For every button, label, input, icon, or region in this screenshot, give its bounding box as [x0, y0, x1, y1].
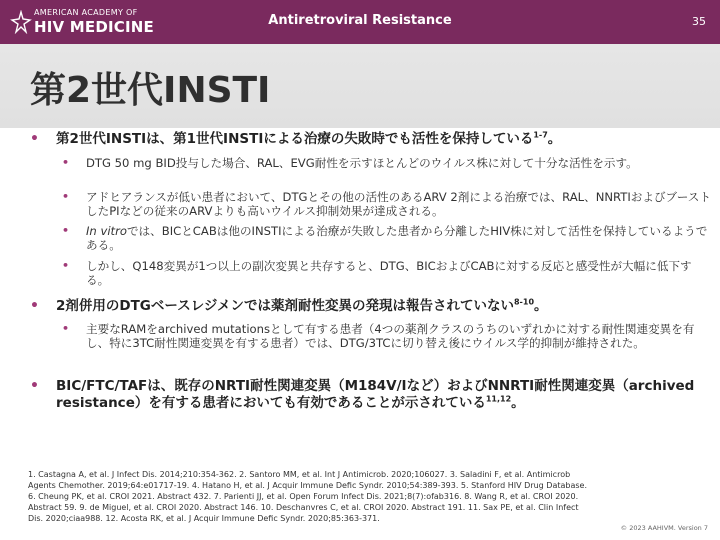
bullet-dot-icon: •	[62, 322, 70, 335]
sub-bullet	[62, 259, 712, 287]
bullet-dot-icon: •	[62, 156, 70, 169]
sub-bullet-text: アドヒアランスが低い患者において、DTGとその他の活性のあるARV 2剤による治療では、RAL、NNRTIおよびブーストしたPIなどの従来のARVよりも高いウイルス抑制効果が達成される。	[86, 190, 711, 218]
logo-org-name: HIV MEDICINE	[34, 18, 154, 36]
bullet-dot-icon: •	[30, 378, 39, 394]
citation-sup: 8-10	[513, 297, 535, 307]
citation-sup: 11,12	[485, 394, 512, 404]
bullet-dot-icon: •	[30, 131, 39, 147]
bullet-text: BIC/FTC/TAFは、既存のNRTI耐性関連変異（M184V/Iなど）およびNNRTI耐性関連変異（archived resistance）を有する患者においても有効であることが示されている	[56, 378, 695, 411]
sub-bullet	[62, 190, 712, 218]
citation-sup: 1-7	[533, 130, 548, 140]
bullet-main	[30, 130, 716, 148]
sub-bullet-text: 主要なRAMをarchived mutationsとして有する患者（4つの薬剤クラスのうちのいずれかに対する耐性関連変異を有し、特に3TC耐性関連変異を有する患者）では、DTG/3TCに切り替え後にウイルス学的抑制が維持された。	[86, 322, 695, 350]
logo-org-line: AMERICAN ACADEMY OF	[34, 8, 138, 17]
bullet-text: 第2世代INSTIは、第1世代INSTIによる治療の失敗時でも活性を保持している	[56, 131, 534, 147]
header-bar	[0, 0, 720, 44]
sub-bullet-text: しかし、Q148変異が1つ以上の副次変異と共存すると、DTG、BICおよびCABに対する反応と感受性が大幅に低下する。	[86, 259, 692, 287]
bullet-text: 2剤併用のDTGベースレジメンでは薬剤耐性変異の発現は報告されていない	[56, 298, 514, 314]
references: 1. Castagna A, et al. J Infect Dis. 2014;210:354-362. 2. Santoro MM, et al. Int J Antimicrob. 2020;106027. 3. Saladini F, et al. Antimicrob Agents Chemother. 2019;64:e01717-19. 4. Hatano H, et al. J Acquir Immune Defic Syndr. 2010;54:389-393. 5. Stanford HIV Drug Database. 6. Cheung PK, et al. CROI 2021. Abstract 432. 7. Parienti JJ, et al. Open Forum Infect Dis. 2021;8(7):ofab316. 8. Wang R, et al. CROI 2020. Abstract 59. 9. de Miguel, et al. CROI 2020. Abstract 146. 10. Deschanvres C, et al. CROI 2020. Abstract 191. 11. Sax PE, et al. Clin Infect Dis. 2020;ciaa988. 12. Acosta RK, et al. J Acquir Immune Defic Syndr. 2020;85:363-371.	[28, 470, 588, 523]
bullet-dot-icon: •	[62, 259, 70, 272]
bullet-main	[30, 378, 716, 412]
bullet-dot-icon: •	[30, 298, 39, 314]
page-number: 35	[692, 15, 706, 28]
bullet-tail: 。	[534, 298, 548, 314]
sub-bullet-text: DTG 50 mg BID投与した場合、RAL、EVG耐性を示すほとんどのウイルス株に対して十分な活性を示す。	[86, 156, 638, 170]
bullet-tail: 。	[547, 131, 562, 147]
section-title: Antiretroviral Resistance	[268, 13, 452, 28]
bullet-dot-icon: •	[62, 224, 70, 237]
sub-bullet	[62, 224, 712, 252]
sub-bullet	[62, 156, 712, 170]
copyright: © 2023 AAHIVM. Version 7	[620, 524, 708, 532]
bullet-dot-icon: •	[62, 190, 70, 203]
aahivm-logo-icon	[10, 10, 32, 34]
aahivm-logo[interactable]	[10, 6, 160, 40]
slide-title: 第2世代INSTI	[30, 70, 271, 111]
sub-bullet	[62, 322, 712, 350]
bullet-main	[30, 297, 716, 315]
bullet-tail: 。	[511, 395, 525, 411]
sub-bullet-italic: In vitro	[86, 224, 127, 238]
sub-bullet-text: では、BICとCABは他のINSTIによる治療が失敗した患者から分離したHIV株に対して活性を保持しているようである。	[86, 224, 708, 252]
